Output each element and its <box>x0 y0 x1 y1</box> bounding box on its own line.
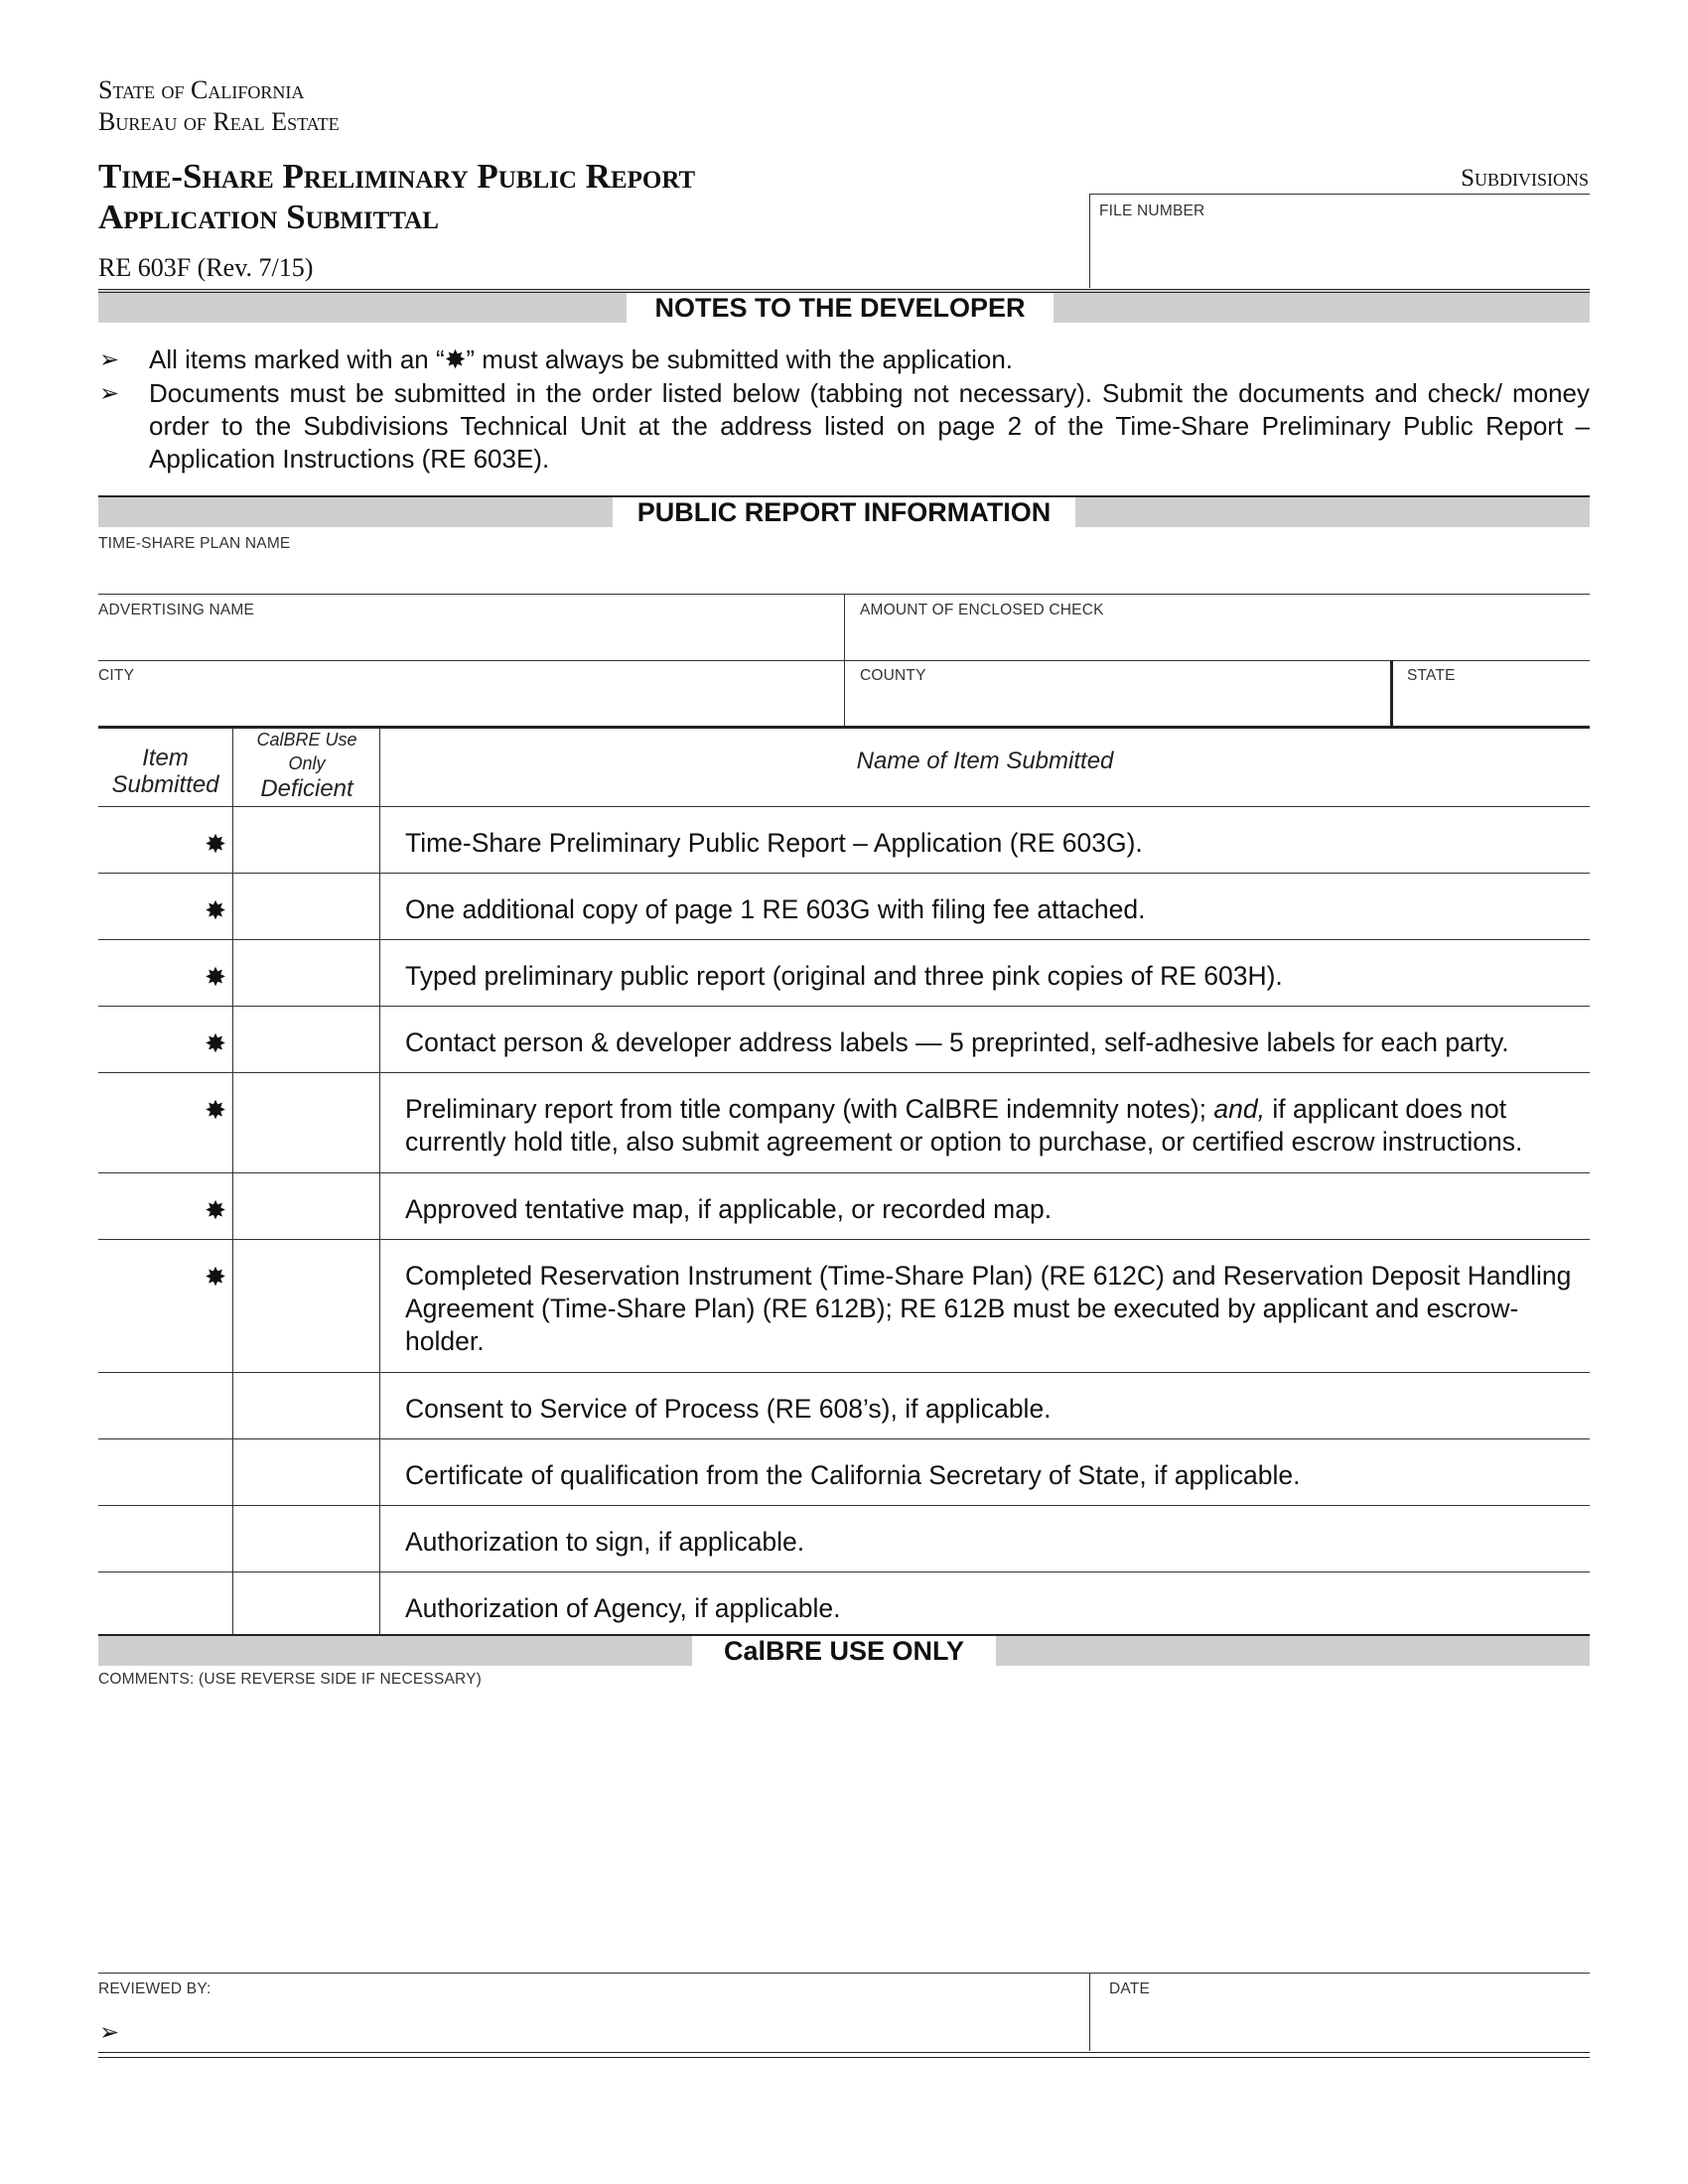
county-label: COUNTY <box>860 667 926 684</box>
state-label: STATE <box>1407 667 1456 684</box>
deficient-cell[interactable] <box>235 1174 377 1238</box>
time-share-plan-name-field[interactable] <box>98 556 1590 592</box>
table-column-divider <box>232 728 233 1634</box>
table-row-divider <box>98 1438 1590 1439</box>
table-row-divider <box>98 1571 1590 1572</box>
bureau-name: Bureau of Real Estate <box>98 107 340 136</box>
table-row-divider <box>98 1072 1590 1073</box>
deficient-cell[interactable] <box>235 808 377 872</box>
city-field[interactable] <box>98 689 841 725</box>
item-name-header: Name of Item Submitted <box>856 748 1114 774</box>
comments-field[interactable] <box>98 1692 1590 1970</box>
public-report-section-bar <box>98 495 1590 527</box>
file-number-left-border <box>1089 194 1090 288</box>
item-5-text-b: if applicant does not currently hold title, also submit agreement or option to purchase, or certified escrow instructions. <box>405 1094 1523 1157</box>
deficient-cell[interactable] <box>235 1008 377 1071</box>
submitted-cell[interactable] <box>100 1374 230 1437</box>
deficient-header-line1: CalBRE Use <box>256 730 357 750</box>
item-submitted-header-line2: Submitted <box>111 771 219 798</box>
required-star-icon: ✸ <box>205 1095 226 1125</box>
date-field[interactable] <box>1094 2003 1589 2049</box>
submitted-cell[interactable] <box>100 1440 230 1504</box>
field-divider <box>98 660 1590 661</box>
notes-section-title: NOTES TO THE DEVELOPER <box>627 293 1054 323</box>
required-star-icon: ✸ <box>205 962 226 992</box>
state-field[interactable] <box>1396 689 1589 725</box>
form-number: RE 603F (Rev. 7/15) <box>98 253 314 282</box>
form-bottom-border <box>98 2052 1590 2058</box>
deficient-cell[interactable] <box>235 1074 377 1171</box>
item-10: Authorization to sign, if applicable. <box>405 1527 805 1557</box>
table-row-divider <box>98 873 1590 874</box>
deficient-cell[interactable] <box>235 1374 377 1437</box>
advertising-name-field[interactable] <box>98 623 841 659</box>
item-5-text-italic: and, <box>1213 1094 1265 1124</box>
deficient-cell[interactable] <box>235 941 377 1005</box>
deficient-cell[interactable] <box>235 875 377 938</box>
form-title-line2: Application Submittal <box>98 198 439 236</box>
deficient-cell[interactable] <box>235 1573 377 1633</box>
submitted-cell[interactable] <box>100 1507 230 1570</box>
deficient-header-line2: Only <box>288 753 326 773</box>
calbre-section-title: CalBRE USE ONLY <box>692 1636 996 1666</box>
time-share-plan-name-label: TIME-SHARE PLAN NAME <box>98 535 291 552</box>
table-row-divider <box>98 1239 1590 1240</box>
file-number-field[interactable] <box>1092 224 1589 286</box>
check-amount-field[interactable] <box>848 623 1589 659</box>
bullet-arrow-icon: ➢ <box>99 346 120 373</box>
deficient-header-line3: Deficient <box>260 775 353 802</box>
calbre-section-bar <box>98 1634 1590 1666</box>
table-column-divider <box>379 728 380 1634</box>
item-5 <box>405 1093 1597 1159</box>
deficient-cell[interactable] <box>235 1507 377 1570</box>
note-1: All items marked with an “✸” must always be submitted with the application. <box>149 344 1014 374</box>
file-number-top-border <box>1089 194 1590 195</box>
required-star-icon: ✸ <box>205 895 226 925</box>
required-star-icon: ✸ <box>205 1195 226 1225</box>
item-1: Time-Share Preliminary Public Report – Application (RE 603G). <box>405 828 1143 858</box>
reviewed-by-label: REVIEWED BY: <box>98 1980 211 1997</box>
deficient-header <box>234 728 379 802</box>
item-9: Certificate of qualification from the California Secretary of State, if applicable. <box>405 1460 1301 1490</box>
table-row-divider <box>98 1505 1590 1506</box>
table-row-divider <box>98 806 1590 807</box>
deficient-cell[interactable] <box>235 1241 377 1371</box>
file-number-label: FILE NUMBER <box>1099 203 1205 219</box>
item-4: Contact person & developer address labels — 5 preprinted, self-adhesive labels for each party. <box>405 1027 1509 1057</box>
item-6: Approved tentative map, if applicable, or recorded map. <box>405 1194 1053 1224</box>
advertising-name-label: ADVERTISING NAME <box>98 602 255 618</box>
date-left-border <box>1089 1973 1090 2051</box>
bullet-arrow-icon: ➢ <box>99 380 120 407</box>
city-label: CITY <box>98 667 135 684</box>
item-submitted-header <box>98 745 232 798</box>
item-7: Completed Reservation Instrument (Time-Share Plan) (RE 612C) and Reservation Deposit Handling Agreement (Time-Share Plan) (RE 612B); RE 612B must be executed by applicant and escrow-holder. <box>405 1261 1572 1356</box>
note-2: Documents must be submitted in the order listed below (tabbing not necessary). Submit the documents and check/ money order to the Subdivisions Technical Unit at the address listed on page 2 of the Time-Share Preliminary Public Report – Application Instructions (RE 603E). <box>149 378 1590 474</box>
check-amount-label: AMOUNT OF ENCLOSED CHECK <box>860 602 1104 618</box>
form-title-line1: Time-Share Preliminary Public Report <box>98 157 696 196</box>
required-star-icon: ✸ <box>205 1028 226 1058</box>
item-2: One additional copy of page 1 RE 603G with filing fee attached. <box>405 894 1146 924</box>
reviewed-by-field[interactable] <box>134 2003 1082 2049</box>
county-field[interactable] <box>848 689 1386 725</box>
department-label: Subdivisions <box>1461 165 1589 192</box>
table-row-divider <box>98 939 1590 940</box>
item-3: Typed preliminary public report (original and three pink copies of RE 603H). <box>405 961 1283 991</box>
sign-here-arrow-icon: ➢ <box>99 2019 120 2046</box>
item-11: Authorization of Agency, if applicable. <box>405 1593 841 1623</box>
comments-label: COMMENTS: (USE REVERSE SIDE IF NECESSARY) <box>98 1671 483 1688</box>
item-8: Consent to Service of Process (RE 608’s), if applicable. <box>405 1394 1052 1424</box>
notes-section-bar <box>98 289 1590 323</box>
table-row-divider <box>98 1372 1590 1373</box>
state-divider <box>1390 660 1393 727</box>
required-star-icon: ✸ <box>205 1262 226 1292</box>
deficient-cell[interactable] <box>235 1440 377 1504</box>
required-star-icon: ✸ <box>205 829 226 859</box>
item-5-text-a: Preliminary report from title company (with CalBRE indemnity notes); <box>405 1094 1214 1124</box>
reviewed-top-border <box>98 1973 1590 1974</box>
submitted-cell[interactable] <box>100 1573 230 1633</box>
item-submitted-header-line1: Item <box>142 745 189 771</box>
public-report-section-title: PUBLIC REPORT INFORMATION <box>613 497 1075 527</box>
state-name: State of California <box>98 75 305 104</box>
table-row-divider <box>98 1006 1590 1007</box>
table-row-divider <box>98 1172 1590 1173</box>
date-label: DATE <box>1109 1980 1150 1997</box>
